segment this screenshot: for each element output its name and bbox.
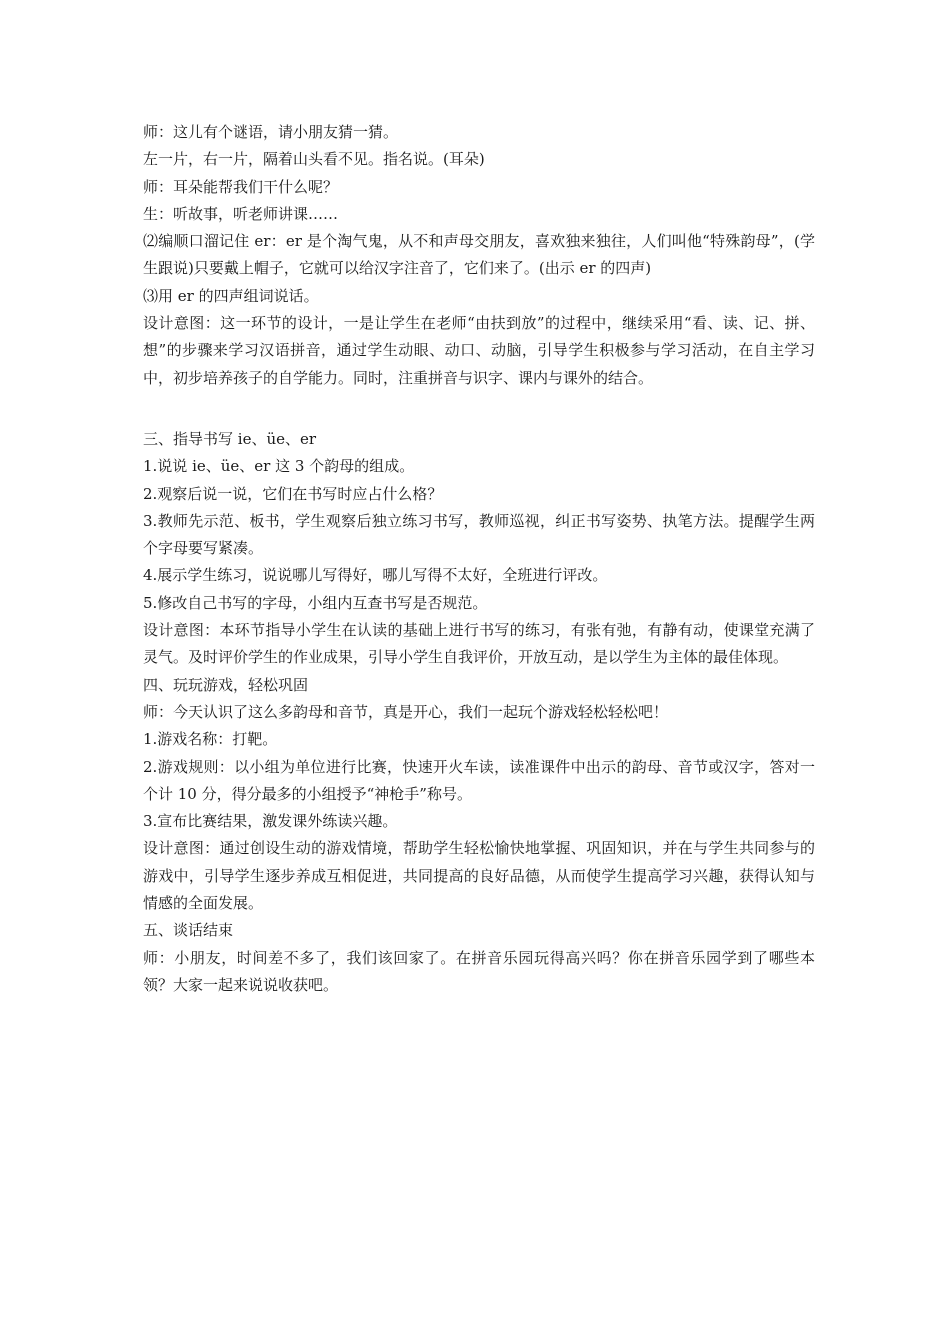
paragraph: 左一片，右一片，隔着山头看不见。指名说。(耳朵) [143, 150, 485, 169]
list-item: 1.说说 ie、üe、er 这 3 个韵母的组成。 [143, 457, 415, 476]
paragraph: ⑵编顺口溜记住 er：er 是个淘气鬼，从不和声母交朋友，喜欢独来独往，人们叫他“特殊韵母”，(学生跟说)只要戴上帽子，它就可以给汉字注音了，它们来了。(出示 er 的四声) [143, 232, 815, 278]
paragraph: ⑶用 er 的四声组词说话。 [143, 286, 319, 305]
list-item: 3.宣布比赛结果，激发课外练读兴趣。 [143, 812, 398, 831]
paragraph: 生：听故事，听老师讲课…… [143, 204, 339, 223]
list-item: 5.修改自己书写的字母，小组内互查书写是否规范。 [143, 593, 488, 612]
design-intent-paragraph: 设计意图：通过创设生动的游戏情境，帮助学生轻松愉快地掌握、巩固知识，并在与学生共同参与的游戏中，引导学生逐步养成互相促进，共同提高的良好品德，从而使学生提高学习兴趣，获得认知与情感的全面发展。 [143, 839, 815, 913]
section-heading: 三、指导书写 ie、üe、er [143, 429, 317, 448]
paragraph: 师：耳朵能帮我们干什么呢？ [143, 177, 339, 196]
section-heading: 五、谈话结束 [143, 921, 234, 940]
list-item: 3.教师先示范、板书，学生观察后独立练习书写，教师巡视，纠正书写姿势、执笔方法。提醒学生两个字母要写紧凑。 [143, 511, 815, 558]
paragraph: 师：小朋友，时间差不多了，我们该回家了。在拼音乐园玩得高兴吗？你在拼音乐园学到了哪些本领？大家一起来说说收获吧。 [143, 948, 815, 994]
list-item: 4.展示学生练习，说说哪儿写得好，哪儿写得不太好，全班进行评改。 [143, 566, 608, 585]
section-gap [143, 392, 815, 426]
list-item: 1.游戏名称：打靶。 [143, 730, 278, 749]
design-intent-paragraph: 设计意图：本环节指导小学生在认读的基础上进行书写的练习，有张有弛，有静有动，使课堂充满了灵气。及时评价学生的作业成果，引导小学生自我评价，开放互动，是以学生为主体的最佳体现。 [143, 621, 815, 667]
design-intent-paragraph: 设计意图：这一环节的设计，一是让学生在老师“由扶到放”的过程中，继续采用“看、读、记、拼、想”的步骤来学习汉语拼音，通过学生动眼、动口、动脑，引导学生积极参与学习活动，在自主学习中，初步培养孩子的自学能力。同时，注重拼音与识字、课内与课外的结合。 [143, 314, 815, 387]
paragraph: 师：这儿有个谜语，请小朋友猜一猜。 [143, 123, 399, 141]
document-body [143, 119, 815, 999]
list-item: 2.观察后说一说，它们在书写时应占什么格？ [143, 484, 443, 503]
list-item: 2.游戏规则：以小组为单位进行比赛，快速开火车读，读准课件中出示的韵母、音节或汉字，答对一个计 10 分，得分最多的小组授予“神枪手”称号。 [143, 757, 815, 803]
section-heading: 四、玩玩游戏，轻松巩固 [143, 675, 309, 694]
paragraph: 师：今天认识了这么多韵母和音节，真是开心，我们一起玩个游戏轻松轻松吧！ [143, 702, 669, 721]
